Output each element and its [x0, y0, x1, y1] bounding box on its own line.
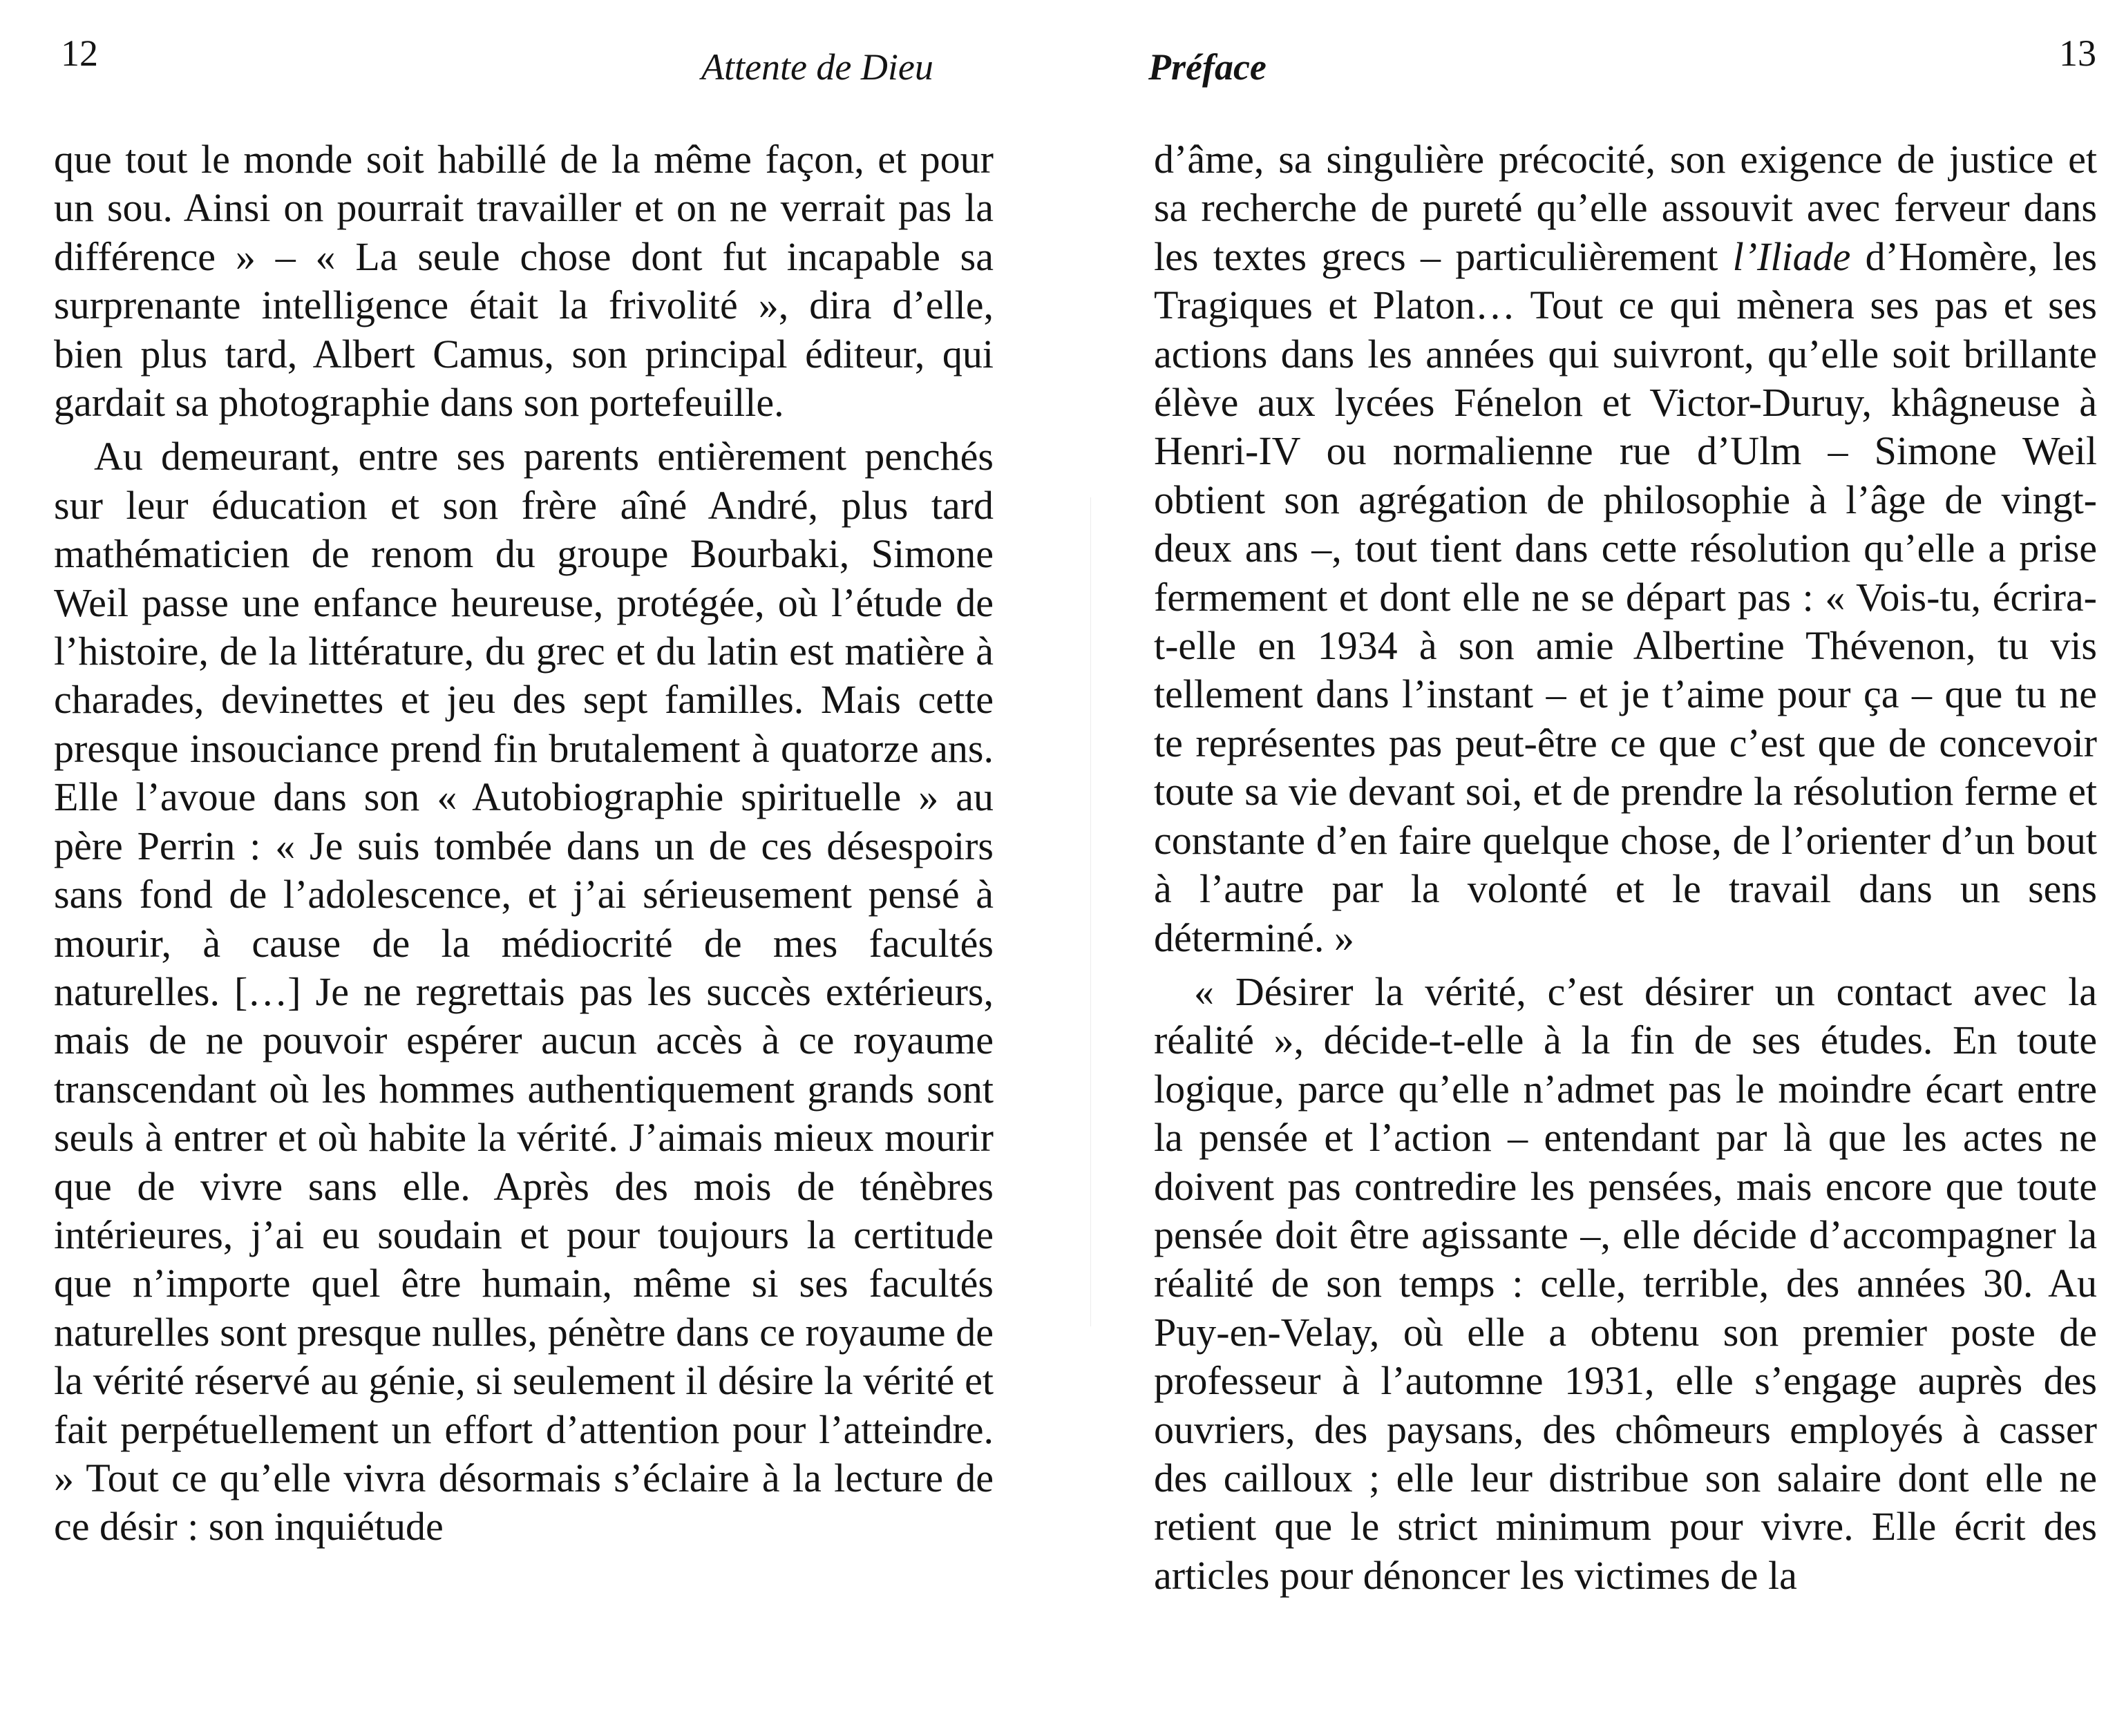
left-running-head: Attente de Dieu	[701, 46, 933, 88]
right-paragraph-2: « Désirer la vérité, c’est désirer un contact avec la réalité », décide-t-elle à la fin de ses études. En toute logique, parce qu’elle n’admet pas le moindre écart entre la pensée et l’action – entendant par là que les actes ne doivent pas contredire les pensées, mais encore que toute pensée doit être agissante –, elle décide d’accompagner la réalité de son temps : celle, terrible, des années 30. Au Puy-en-Velay, où elle a obtenu son premier poste de professeur à l’automne 1931, elle s’engage auprès des ouvriers, des paysans, des chômeurs employés à casser des cailloux ; elle leur distribue son salaire dont elle ne retient que le strict minimum pour vivre. Elle écrit des articles pour dénoncer les victimes de la	[1154, 969, 2097, 1598]
right-page	[1057, 0, 2115, 1736]
right-running-head: Préface	[1148, 46, 1267, 88]
left-body-text	[54, 135, 994, 1552]
right-page-number: 13	[2059, 32, 2096, 74]
right-paragraph-1	[1154, 135, 2097, 962]
left-page	[0, 0, 1057, 1736]
left-paragraph-1: que tout le monde soit habillé de la même façon, et pour un sou. Ainsi on pourrait travailler et on ne verrait pas la différence » – « La seule chose dont fut incapable sa surprenante intelligence était la frivolité », dira d’elle, bien plus tard, Albert Camus, son principal éditeur, qui gardait sa photographie dans son portefeuille.	[54, 137, 994, 426]
iliade-title: l’Iliade	[1732, 233, 1851, 279]
right-body-text	[1154, 135, 2097, 1600]
left-paragraph-2: Au demeurant, entre ses parents entièrement penchés sur leur éducation et son frère aîné André, plus tard mathématicien de renom du groupe Bourbaki, Simone Weil passe une enfance heureuse, protégée, où l’étude de l’histoire, de la littérature, du grec et du latin est matière à charades, devinettes et jeu des sept familles. Mais cette presque insouciance prend fin brutalement à quatorze ans. Elle l’avoue dans son « Autobiographie spirituelle » au père Perrin : « Je suis tombée dans un de ces désespoirs sans fond de l’adolescence, et j’ai sérieusement pensé à mourir, à cause de la médiocrité de mes facultés naturelles. […] Je ne regrettais pas les succès extérieurs, mais de ne pouvoir espérer aucun accès à ce royaume transcendant où les hommes authentiquement grands sont seuls à entrer et où habite la vérité. J’aimais mieux mourir que de vivre sans elle. Après des mois de ténèbres intérieures, j’ai eu soudain et pour toujours la certitude que n’importe quel être humain, même si ses facultés naturelles sont presque nulles, pénètre dans ce royaume de la vérité réservé au génie, si seulement il désire la vérité et fait perpétuellement un effort d’attention pour l’atteindre. » Tout ce qu’elle vivra désormais s’éclaire à la lecture de ce désir : son inquiétude	[54, 434, 994, 1549]
right-paragraph-1-part-a: d’âme, sa singulière précocité, son exigence de justice et sa recherche de pureté qu’elle assouvit avec ferveur dans les textes grecs – particulièrement	[1154, 137, 2097, 279]
left-page-number: 12	[61, 32, 98, 74]
right-paragraph-1-part-b: d’Homère, les Tragiques et Platon… Tout ce qui mènera ses pas et ses actions dans les années qui suivront, qu’elle soit brillante élève aux lycées Fénelon et Victor-Duruy, khâgneuse à Henri-IV ou normalienne rue d’Ulm – Simone Weil obtient son agrégation de philosophie à l’âge de vingt-deux ans –, tout tient dans cette résolution qu’elle a prise fermement et dont elle ne se départ pas : « Vois-tu, écrira-t-elle en 1934 à son amie Albertine Thévenon, tu vis tellement dans l’instant – et je t’aime pour ça – que tu ne te représentes pas peut-être ce que c’est que de concevoir toute sa vie devant soi, et de prendre la résolution ferme et constante d’en faire quelque chose, de l’orienter d’un bout à l’autre par la volonté et le travail dans un sens déterminé. »	[1154, 233, 2097, 960]
